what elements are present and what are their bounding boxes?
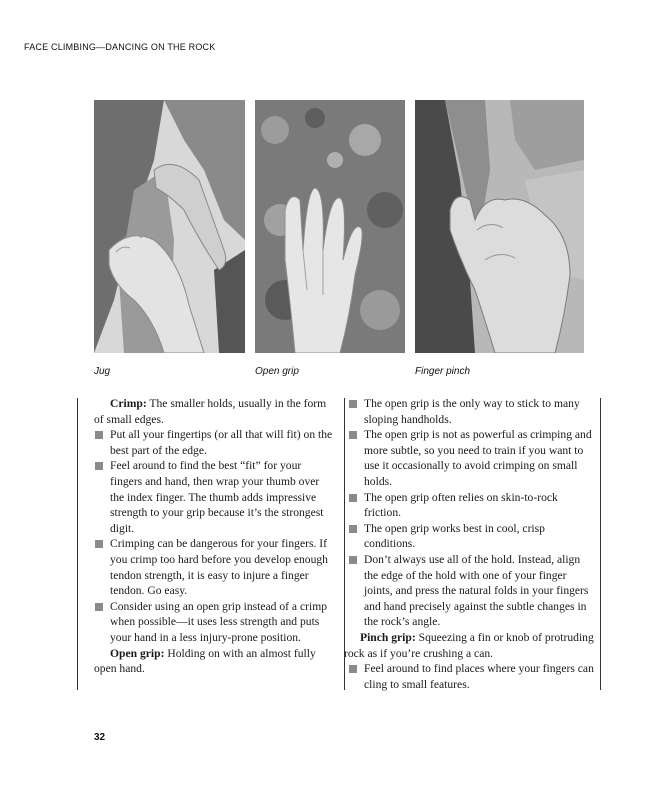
bullet-text: The open grip often relies on skin-to-rock friction. [364, 490, 558, 520]
square-bullet-icon [349, 665, 357, 673]
list-item [348, 427, 594, 489]
left-column-rule [77, 398, 78, 690]
bullet-text: Put all your fingertips (or all that will fit) on the best part of the edge. [110, 428, 333, 457]
crimp-paragraph [94, 396, 334, 427]
list-item [348, 490, 594, 521]
open-grip-term: Open grip: [110, 646, 165, 660]
finger-pinch-photo-image [415, 100, 584, 353]
open-grip-caption: Open grip [255, 366, 299, 377]
pinch-grip-term: Pinch grip: [360, 630, 416, 644]
pinch-grip-paragraph [344, 630, 594, 661]
list-item [348, 552, 594, 630]
bullet-text: Feel around to find the best “fit” for your fingers and hand, then wrap your thumb over the index finger. The thumb adds impressive strength to your grip because it’s the strongest digit. [110, 459, 324, 535]
bullet-text: Feel around to find places where your fingers can cling to small features. [364, 662, 594, 691]
finger-pinch-photo [415, 100, 584, 353]
right-column [344, 396, 594, 692]
list-item [94, 458, 334, 536]
running-head: FACE CLIMBING—DANCING ON THE ROCK [24, 42, 216, 52]
square-bullet-icon [95, 540, 103, 548]
square-bullet-icon [349, 400, 357, 408]
square-bullet-icon [349, 494, 357, 502]
jug-caption: Jug [94, 366, 111, 377]
bullet-text: The open grip is not as powerful as crimping and more subtle, so you need to train if you want to use it occasionally to avoid crimping on small holds. [364, 428, 592, 488]
jug-photo [94, 100, 245, 353]
list-item [94, 599, 334, 646]
open-grip-text: Holding on with an almost fully open hand. [94, 646, 316, 676]
open-grip-photo-image [255, 100, 405, 353]
jug-photo-image [94, 100, 245, 353]
list-item [348, 521, 594, 552]
list-item [94, 536, 334, 598]
square-bullet-icon [349, 556, 357, 564]
square-bullet-icon [349, 525, 357, 533]
square-bullet-icon [95, 462, 103, 470]
left-column [94, 396, 334, 677]
bullet-text: Crimping can be dangerous for your fingers. If you crimp too hard before you develop enough tendon strength, it is easy to injure a finger tendon. Go easy. [110, 537, 328, 598]
open-grip-paragraph [94, 646, 334, 677]
square-bullet-icon [349, 431, 357, 439]
list-item [348, 661, 594, 692]
square-bullet-icon [95, 603, 103, 611]
bullet-text: The open grip is the only way to stick to many sloping handholds. [364, 397, 580, 426]
finger-pinch-caption: Finger pinch [415, 366, 471, 377]
crimp-term: Crimp: [110, 397, 147, 410]
square-bullet-icon [95, 431, 103, 439]
bullet-text: Consider using an open grip instead of a crimp when possible—it uses less strength and puts your hand in a less injury-prone position. [110, 599, 328, 644]
list-item [348, 396, 594, 427]
bullet-text: Don’t always use all of the hold. Instead, align the edge of the hold with one of your finger joints, and press the natural folds in your fingers and hand precisely against the subtle changes in the rock’s angle. [364, 552, 589, 629]
pinch-grip-text: Squeezing a fin or knob of protruding rock as if you’re crushing a can. [344, 630, 594, 660]
page-number: 32 [94, 732, 106, 743]
right-column-rule [600, 398, 601, 690]
crimp-text: The smaller holds, usually in the form of small edges. [94, 397, 327, 426]
open-grip-photo [255, 100, 405, 353]
list-item [94, 427, 334, 458]
bullet-text: The open grip works best in cool, crisp conditions. [364, 521, 545, 551]
